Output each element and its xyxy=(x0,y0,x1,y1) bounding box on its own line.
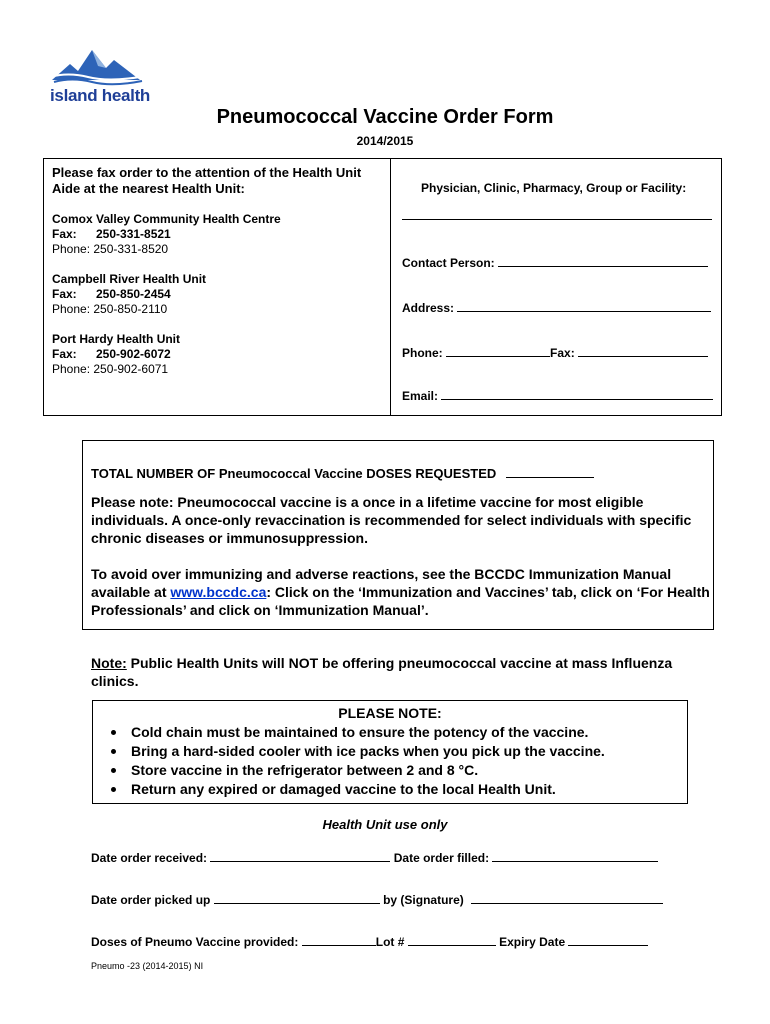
doses-provided-row xyxy=(91,933,648,949)
bullet-icon xyxy=(111,768,116,773)
date-received-label: Date order received: xyxy=(91,851,208,865)
doses-provided-label: Doses of Pneumo Vaccine provided: xyxy=(91,935,299,949)
please-note-box xyxy=(92,700,688,804)
date-picked-row xyxy=(91,891,663,907)
lot-label: Lot # xyxy=(375,935,405,949)
health-unit-campbell-river xyxy=(52,272,206,317)
lot-input[interactable] xyxy=(408,933,496,946)
please-note-title: PLEASE NOTE: xyxy=(338,705,442,721)
public-health-note xyxy=(91,654,691,690)
list-item xyxy=(107,742,677,761)
list-item xyxy=(107,761,677,780)
unit-phone: Phone: 250-331-8520 xyxy=(52,242,169,256)
bullet-icon xyxy=(111,749,116,754)
email-label: Email: xyxy=(402,389,439,403)
box-divider xyxy=(390,159,391,415)
health-unit-use-title: Health Unit use only xyxy=(322,817,448,832)
doses-box xyxy=(82,440,714,630)
unit-fax: 250-850-2454 xyxy=(96,287,171,301)
unit-name: Port Hardy Health Unit xyxy=(52,332,181,346)
health-unit-comox xyxy=(52,212,281,257)
fax-label: Fax: xyxy=(52,227,77,241)
note-label: Note: xyxy=(91,655,127,671)
immunization-manual-note xyxy=(91,565,711,619)
total-doses-input[interactable] xyxy=(506,465,594,478)
fax-label: Fax: xyxy=(52,287,77,301)
logo-text: island health xyxy=(50,86,151,105)
date-picked-label: Date order picked up xyxy=(91,893,211,907)
address-input[interactable] xyxy=(457,299,711,312)
fax-input[interactable] xyxy=(578,344,708,357)
date-filled-input[interactable] xyxy=(492,849,658,862)
note-text: To avoid over immunizing and adverse reactions, see the BCCDC Immunization Manual available at xyxy=(91,566,672,600)
unit-fax: 250-331-8521 xyxy=(96,227,171,241)
email-input[interactable] xyxy=(441,387,713,400)
address-label: Address: xyxy=(402,301,455,315)
address-field xyxy=(402,299,714,315)
total-doses-field xyxy=(91,465,594,481)
facility-line[interactable] xyxy=(402,219,712,220)
contact-person-field xyxy=(402,254,714,270)
unit-phone: Phone: 250-850-2110 xyxy=(52,302,168,316)
fax-instruction: Please fax order to the attention of the Health Unit Aide at the nearest Health Unit: xyxy=(52,165,362,196)
page-title: Pneumococcal Vaccine Order Form xyxy=(216,106,554,128)
date-received-row xyxy=(91,849,658,865)
unit-phone: Phone: 250-902-6071 xyxy=(52,362,169,376)
doses-provided-input[interactable] xyxy=(302,933,376,946)
phone-label: Phone: xyxy=(402,346,443,360)
unit-name: Campbell River Health Unit xyxy=(52,272,207,286)
date-picked-input[interactable] xyxy=(214,891,380,904)
list-item-text: Return any expired or damaged vaccine to the local Health Unit. xyxy=(131,781,556,797)
phone-fax-field xyxy=(402,344,714,360)
list-item-text: Store vaccine in the refrigerator between 2 and 8 °C. xyxy=(131,762,479,778)
health-unit-port-hardy xyxy=(52,332,180,377)
list-item-text: Cold chain must be maintained to ensure the potency of the vaccine. xyxy=(131,724,589,740)
phone-input[interactable] xyxy=(446,344,550,357)
unit-name: Comox Valley Community Health Centre xyxy=(52,212,281,226)
bullet-icon xyxy=(111,787,116,792)
date-filled-label: Date order filled: xyxy=(393,851,490,865)
email-field xyxy=(402,387,718,403)
expiry-label: Expiry Date xyxy=(499,935,566,949)
contact-box xyxy=(43,158,722,416)
fax-label: Fax: xyxy=(52,347,77,361)
note-text: : Click on the ‘Immunization and Vaccines’ tab, click on ‘For Health Professionals’ and click on ‘Immunization Manual’. xyxy=(91,584,710,618)
unit-fax: 250-902-6072 xyxy=(96,347,171,361)
contact-person-input[interactable] xyxy=(498,254,708,267)
page-subtitle: 2014/2015 xyxy=(356,134,414,148)
bccdc-link[interactable]: www.bccdc.ca xyxy=(170,584,267,600)
note-text: Public Health Units will NOT be offering pneumococcal vaccine at mass Influenza clinics. xyxy=(91,655,673,689)
fax-label: Fax: xyxy=(550,346,575,360)
once-in-lifetime-note: Please note: Pneumococcal vaccine is a once in a lifetime vaccine for most eligible individuals. A once-only revaccination is recommended for select individuals with specific chronic diseases or immunosuppression. xyxy=(91,494,692,546)
expiry-input[interactable] xyxy=(568,933,648,946)
footer-code: Pneumo -23 (2014-2015) NI xyxy=(91,961,204,971)
signature-input[interactable] xyxy=(471,891,663,904)
list-item xyxy=(107,723,677,742)
total-doses-label: TOTAL NUMBER OF Pneumococcal Vaccine DOSES REQUESTED xyxy=(91,466,497,481)
contact-person-label: Contact Person: xyxy=(402,256,495,270)
list-item-text: Bring a hard-sided cooler with ice packs when you pick up the vaccine. xyxy=(131,743,605,759)
date-received-input[interactable] xyxy=(210,849,390,862)
signature-label: by (Signature) xyxy=(383,893,464,907)
list-item xyxy=(107,780,677,799)
please-note-list xyxy=(107,723,677,799)
facility-header: Physician, Clinic, Pharmacy, Group or Facility: xyxy=(421,181,687,195)
bullet-icon xyxy=(111,730,116,735)
